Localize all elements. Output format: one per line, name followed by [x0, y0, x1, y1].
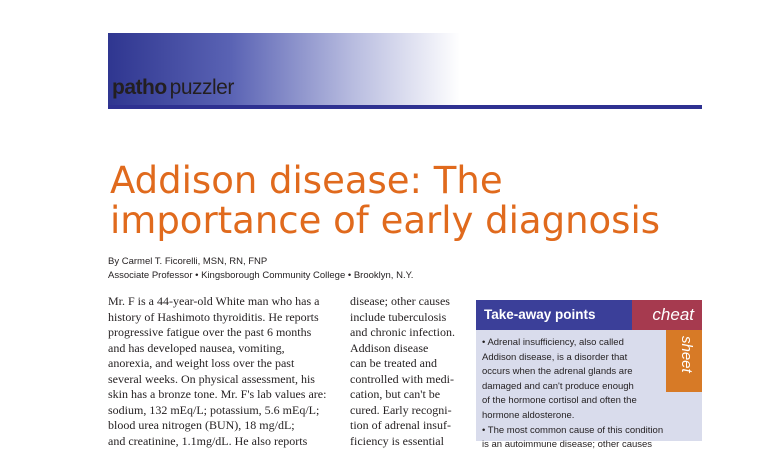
article-title-line: importance of early diagnosis — [110, 199, 661, 242]
section-tag-bold: patho — [112, 76, 167, 99]
sidebar-line: • The most common cause of this condition — [482, 424, 664, 436]
body-line: anorexia, and weight loss over the past — [108, 356, 295, 370]
body-column-2 — [350, 294, 465, 449]
sidebar-line: is an autoimmune disease; other causes — [482, 439, 653, 451]
body-line: include tuberculosis — [350, 309, 447, 324]
body-line: cured. Early recogni- — [350, 402, 452, 417]
sidebar-title: Take-away points — [484, 307, 596, 322]
body-line: Addison disease — [350, 340, 429, 355]
article-title-line: Addison disease: The — [110, 159, 503, 202]
sidebar-body — [482, 336, 662, 453]
body-line: and chronic infection. — [350, 325, 455, 339]
body-line: disease; other causes — [350, 294, 450, 308]
byline — [108, 255, 413, 283]
body-line: progressive fatigue over the past 6 months — [108, 325, 312, 339]
body-line: blood urea nitrogen (BUN), 18 mg/dL; — [108, 418, 295, 432]
header-rule — [108, 105, 702, 109]
body-line: and creatinine, 1.1mg/dL. He also reports — [108, 433, 308, 448]
body-column-1 — [108, 294, 340, 449]
sheet-label: sheet — [678, 336, 695, 373]
body-line: skin has a bronze tone. Mr. F's lab values are: — [108, 387, 327, 401]
author-line: By Carmel T. Ficorelli, MSN, RN, FNP — [108, 256, 268, 267]
body-line: controlled with medi- — [350, 371, 454, 386]
sidebar-line: Addison disease, is a disorder that — [482, 351, 628, 363]
sidebar-line: • Adrenal insufficiency, also called — [482, 337, 624, 348]
section-tag-light: puzzler — [169, 76, 234, 99]
sidebar-line: occurs when the adrenal glands are — [482, 366, 633, 378]
article-title — [110, 161, 710, 241]
body-line: can be treated and — [350, 356, 437, 370]
body-line: ficiency is essential — [350, 433, 444, 448]
body-line: and has developed nausea, vomiting, — [108, 340, 285, 355]
section-tag — [112, 76, 234, 100]
body-line: several weeks. On physical assessment, his — [108, 371, 315, 386]
affiliation-line: Associate Professor • Kingsborough Community College • Brooklyn, N.Y. — [108, 270, 414, 281]
body-line: history of Hashimoto thyroiditis. He reports — [108, 309, 319, 324]
body-line: sodium, 132 mEq/L; potassium, 5.6 mEq/L; — [108, 402, 320, 417]
body-line: Mr. F is a 44-year-old White man who has a — [108, 294, 320, 308]
sheet-tab — [666, 330, 702, 392]
sidebar-line: of the hormone cortisol and often the — [482, 395, 637, 407]
sidebar-line: damaged and can't produce enough — [482, 380, 634, 392]
body-line: tion of adrenal insuf- — [350, 418, 451, 432]
cheat-label: cheat — [632, 300, 702, 330]
sidebar-line: hormone aldosterone. — [482, 409, 575, 421]
body-line: cation, but can't be — [350, 387, 441, 401]
